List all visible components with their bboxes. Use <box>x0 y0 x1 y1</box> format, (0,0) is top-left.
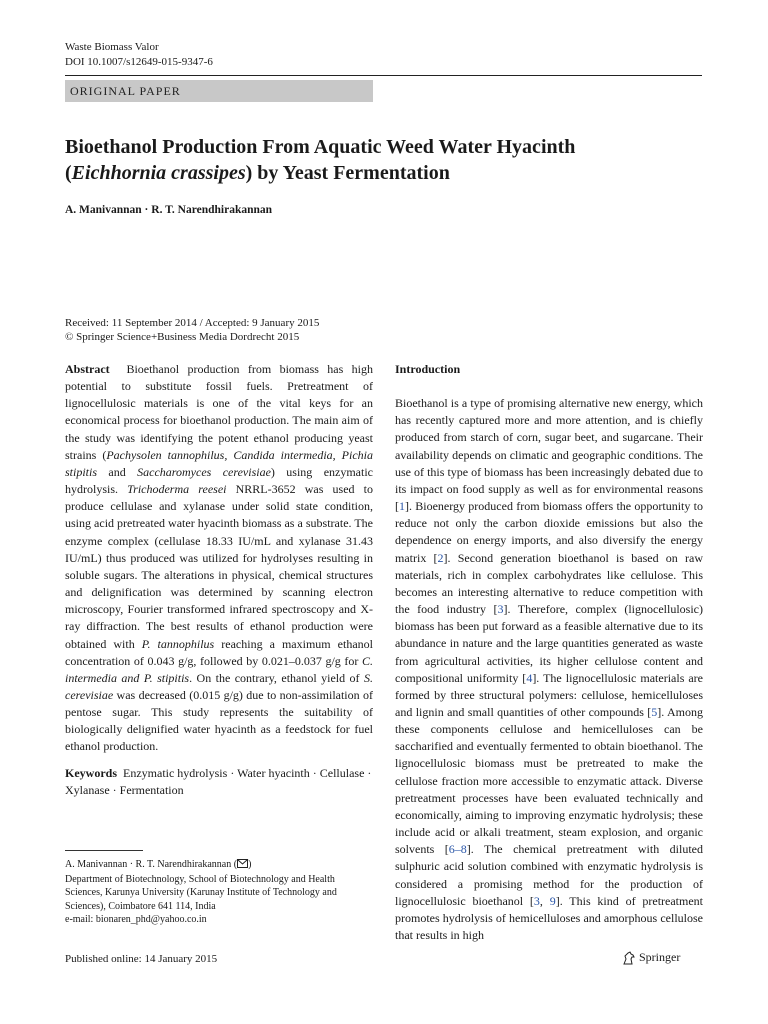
species-name: Trichoderma reesei <box>127 482 227 497</box>
intro-text: ]. Therefore, complex (lignocellulosic) biomass has been put forward as a feasible alternative due to its abundance in nature and the large quantities generated as waste from agricultural activities, its higher cellulose content and compositional uniformity [ <box>395 602 703 685</box>
species-name: C. intermedia and P. stipitis <box>65 653 373 685</box>
citation-link[interactable]: 9 <box>549 893 556 908</box>
author-list: A. Manivannan · R. T. Narendhirakannan <box>65 204 273 216</box>
publisher-name: Springer <box>639 950 681 964</box>
published-date: Published online: 14 January 2015 <box>65 953 218 965</box>
keywords-text: Enzymatic hydrolysis · Water hyacinth · Cellulase · Xylanase · Fermentation <box>65 766 372 798</box>
affiliation-email[interactable]: e-mail: bionaren_phd@yahoo.co.in <box>65 914 207 925</box>
doi[interactable]: DOI 10.1007/s12649-015-9347-6 <box>65 56 213 68</box>
abstract-text: NRRL-3652 was used to produce cellulase and xylanase under solid state condition, using acid pretreated water hyacinth biomass as a substrate. The enzyme complex (cellulase 18.33 IU/mL and xylanase 31.43 IU/mL) thus produced was utilized for hydrolyses resulting in soluble sugars. The alterations in physical, chemical structures and delignification was determined by scanning electron microscopy, Fourier transformed infrared spectroscopy and X-ray diffraction. The best results of ethanol production were obtained with <box>65 482 373 651</box>
species-name: Saccharomyces cerevisiae <box>137 464 271 479</box>
title-species: Eichhornia crassipes <box>71 162 246 184</box>
springer-horse-icon <box>622 951 636 965</box>
abstract-text: and <box>97 464 138 479</box>
journal-name: Waste Biomass Valor <box>65 41 159 53</box>
citation-link[interactable]: 4 <box>526 670 533 685</box>
intro-text: ]. Among these components cellulose and hemicelluloses can be saccharified and eventually fermented to obtain bioethanol. The lignocellulosic biomass must be pretreated to make the cellulose fraction more accessible to enzymatic attack. Diverse pretreatment processes have been evaluated technically and economically, aiming to improving enzymatic hydrolysis; these include acid or alkali treatment, steam explosion, and organic solvents [ <box>395 704 703 857</box>
intro-text: ]. Second generation bioethanol is based on raw materials, rich in complex carbohydrates like cellulose. This becomes an interesting alternative to reduce competition with the food industry [ <box>395 550 703 617</box>
footnote-rule <box>65 850 143 851</box>
article-title <box>65 134 705 186</box>
species-name: Pachysolen tannophilus, Candida intermedia, Pichia stipitis <box>65 447 374 479</box>
abstract-paragraph <box>65 361 373 756</box>
species-name: S. cerevisiae <box>65 670 373 702</box>
abstract-label: Abstract <box>65 362 110 376</box>
abstract-section <box>65 361 373 756</box>
citation-link[interactable]: 1 <box>399 499 405 514</box>
abstract-text: was decreased (0.015 g/g) due to non-assimilation of pentose sugar. This study represents the suitability of biologically delignified water hyacinth as a feedstock for fuel ethanol production. <box>65 687 373 754</box>
affiliation-names: A. Manivannan · R. T. Narendhirakannan ( <box>65 859 238 870</box>
author-affiliation <box>65 858 373 927</box>
received-accepted: Received: 11 September 2014 / Accepted: 9 January 2015 <box>65 317 320 329</box>
journal-header <box>65 40 213 70</box>
citation-link[interactable]: 5 <box>651 704 658 719</box>
envelope-icon[interactable] <box>237 859 248 873</box>
affiliation-department: Department of Biotechnology, School of Biotechnology and Health Sciences, Karunya University (Karunay Institute of Technology and Sciences), Coimbatore 641 114, India <box>65 873 337 912</box>
keywords-section <box>65 765 373 799</box>
intro-text: Bioethanol is a type of promising alternative new energy, which has recently captured more and more attention, and is chiefly produced from starch of corn, sugar beet, and sugarcane. Their availability depends on climatic and geographic conditions. The use of this type of biomass has been increasingly debated due to its impact on food supply as well as for environmental reasons [ <box>395 396 703 514</box>
introduction-paragraph <box>395 395 703 944</box>
title-line-2: ) by Yeast Fermentation <box>245 162 450 184</box>
title-line-1: Bioethanol Production From Aquatic Weed Water Hyacinth <box>65 136 576 158</box>
abstract-text: ) using enzymatic hydrolysis. <box>65 464 373 497</box>
article-type-badge: ORIGINAL PAPER <box>65 80 373 102</box>
abstract-text: reaching a maximum ethanol concentration of 0.043 g/g, followed by 0.021–0.037 g/g for <box>65 636 373 668</box>
citation-link[interactable]: 6–8 <box>448 842 467 857</box>
intro-text: , <box>539 893 550 908</box>
keywords-label: Keywords <box>65 766 117 780</box>
intro-text: ]. This kind of pretreatment promotes hydrolysis of hemicelluloses and amorphous cellulose that results in high <box>395 893 704 942</box>
intro-text: ]. Bioenergy produced from biomass offers the opportunity to reduce not only the carbon dioxide emissions but also the dependence on energy imports, and also diversify the energy matrix [ <box>395 499 703 565</box>
abstract-text: . On the contrary, ethanol yield of <box>189 670 364 685</box>
title-paren: ( <box>65 162 72 184</box>
citation-link[interactable]: 3 <box>533 893 540 908</box>
introduction-heading: Introduction <box>395 362 461 376</box>
citation-link[interactable]: 2 <box>437 550 444 565</box>
publisher-logo[interactable] <box>622 950 680 965</box>
article-dates <box>65 316 319 344</box>
species-name: P. tannophilus <box>141 636 215 651</box>
header-rule <box>65 75 702 76</box>
abstract-text: Bioethanol production from biomass has high potential to substitute fossil fuels. Pretreatment of lignocellulosic materials is one of the vital keys for an economical process for bioethanol production. The main aim of the study was identifying the potent ethanol producing yeast strains ( <box>65 362 374 462</box>
introduction-section <box>395 361 703 944</box>
citation-link[interactable]: 3 <box>497 602 504 617</box>
intro-text: ]. The chemical pretreatment with diluted sulphuric acid solution combined with enzymatic hydrolysis is considered a promising method for the production of lignocellulosic bioethanol [ <box>395 842 703 908</box>
intro-text: ]. The lignocellulosic materials are formed by three structural polymers: cellulose, hemicelluloses and lignin and small quantities of other compounds [ <box>395 670 703 719</box>
copyright: © Springer Science+Business Media Dordrecht 2015 <box>65 331 300 343</box>
affiliation-close: ) <box>248 859 252 870</box>
